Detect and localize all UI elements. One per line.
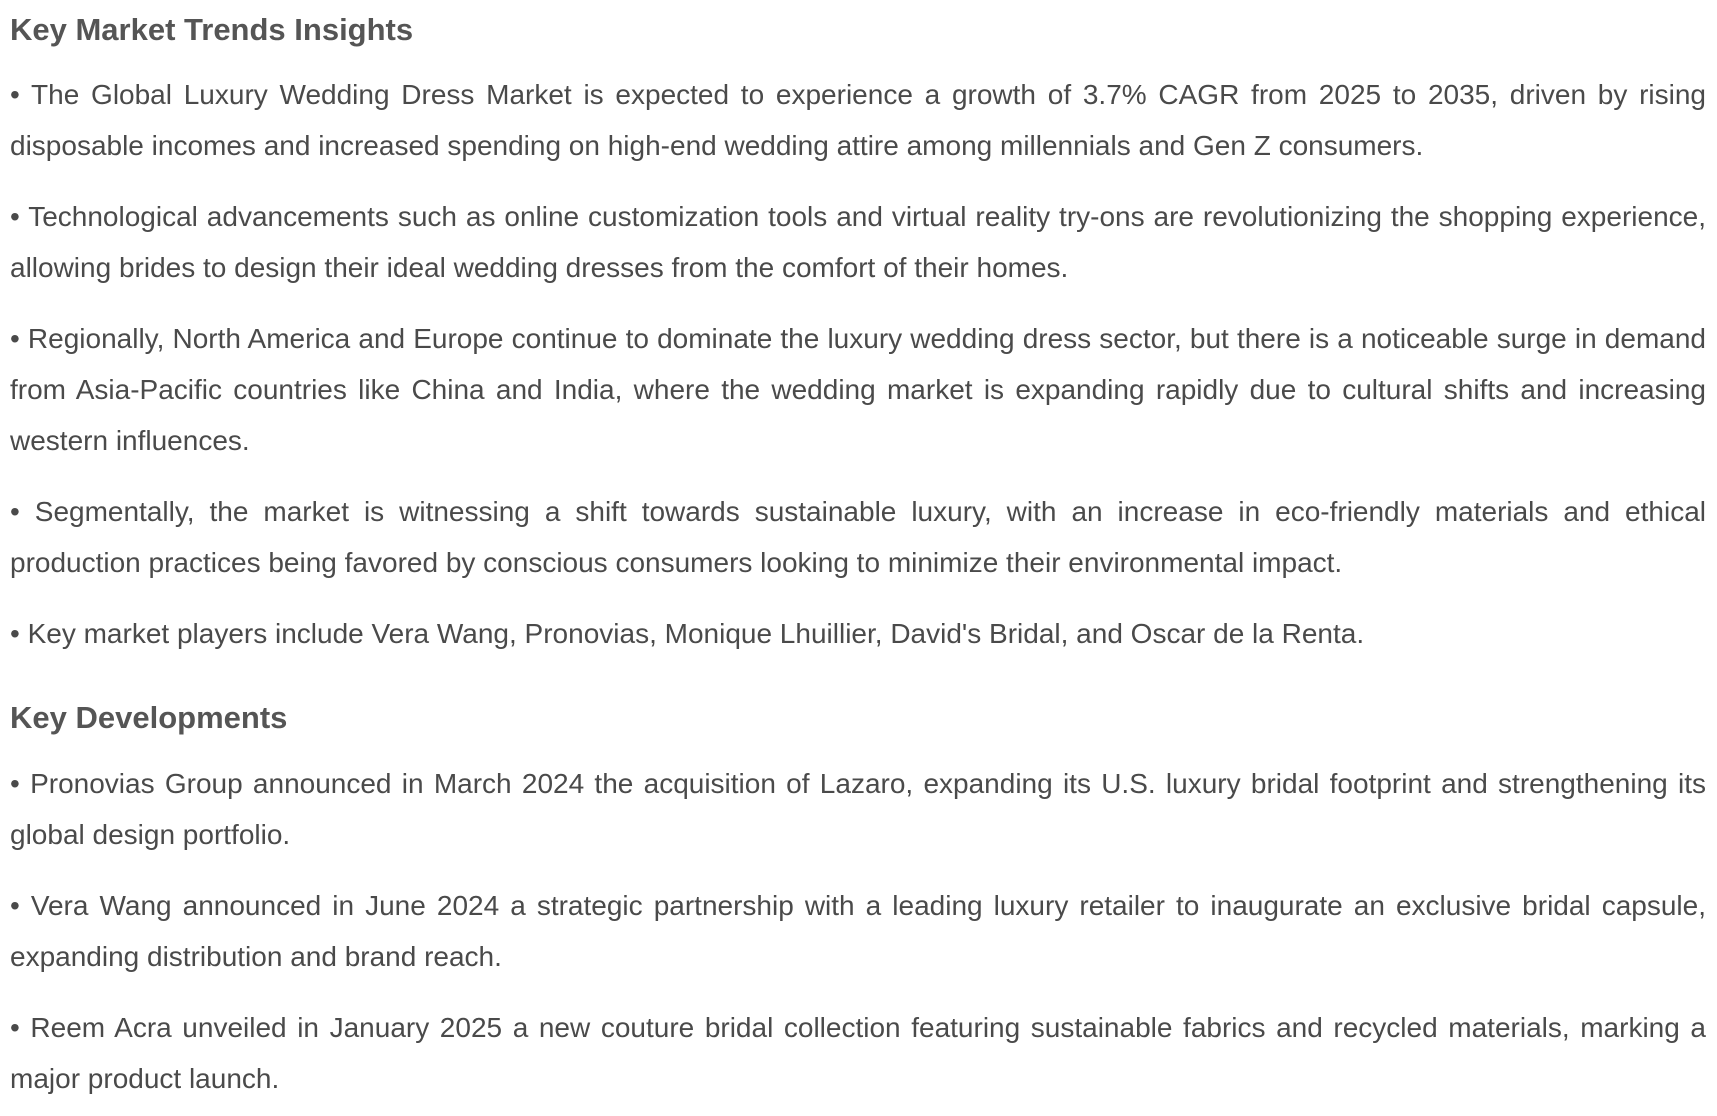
trend-bullet: • The Global Luxury Wedding Dress Market is expected to experience a growth of 3.7% CAGR from 2025 to 2035, driven by rising disposable incomes and increased spending on high-end wedding attire among millennials and Gen Z consumers. — [10, 79, 1706, 162]
key-developments-heading: Key Developments — [10, 700, 288, 736]
trend-bullet: • Regionally, North America and Europe continue to dominate the luxury wedding dress sector, but there is a noticeable surge in demand from Asia-Pacific countries like China and India, where the wedding market is expanding rapidly due to cultural shifts and increasing western influences. — [10, 323, 1706, 457]
development-bullet: • Pronovias Group announced in March 2024 the acquisition of Lazaro, expanding its U.S. luxury bridal footprint and strengthening its global design portfolio. — [10, 767, 1706, 850]
trend-bullet: • Key market players include Vera Wang, Pronovias, Monique Lhuillier, David's Bridal, and Oscar de la Renta. — [10, 618, 1365, 650]
development-bullet: • Vera Wang announced in June 2024 a strategic partnership with a leading luxury retailer to inaugurate an exclusive bridal capsule, expanding distribution and brand reach. — [10, 889, 1706, 972]
development-bullet: • Reem Acra unveiled in January 2025 a new couture bridal collection featuring sustainable fabrics and recycled materials, marking a major product launch. — [10, 1011, 1706, 1094]
key-market-trends-heading: Key Market Trends Insights — [10, 12, 414, 47]
trend-bullet: • Segmentally, the market is witnessing a shift towards sustainable luxury, with an increase in eco-friendly materials and ethical production practices being favored by conscious consumers looking to minimize their environmental impact. — [10, 496, 1706, 579]
trend-bullet: • Technological advancements such as online customization tools and virtual reality try-ons are revolutionizing the shopping experience, allowing brides to design their ideal wedding dresses from the comfort of their homes. — [10, 201, 1706, 284]
